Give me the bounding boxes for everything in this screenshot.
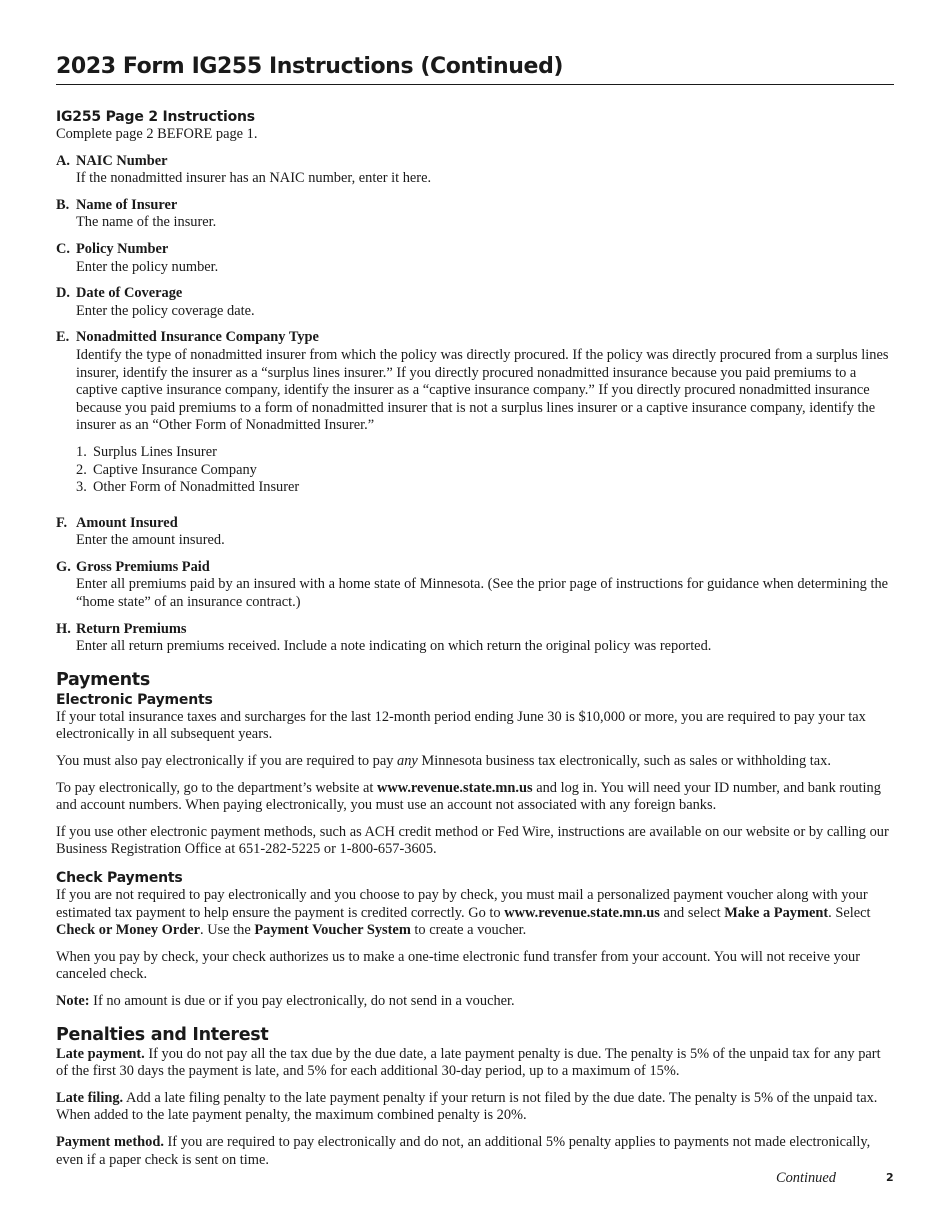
- text-run: To pay electronically, go to the department’s website at: [56, 779, 377, 796]
- late-filing-paragraph: [56, 1090, 894, 1125]
- item-letter: A.: [56, 152, 70, 169]
- page2-heading: IG255 Page 2 Instructions: [56, 109, 255, 125]
- item-title: Amount Insured: [76, 514, 178, 531]
- list-number: 2.: [76, 461, 87, 478]
- text-run: to create a voucher.: [410, 922, 527, 939]
- item-body: Enter all return premiums received. Include a note indicating on which return the original policy was reported.: [76, 638, 712, 655]
- page2-intro: Complete page 2 BEFORE page 1.: [56, 126, 258, 142]
- item-title: Return Premiums: [76, 620, 187, 637]
- item-title: Date of Coverage: [76, 285, 183, 302]
- payment-method-text: If you are required to pay electronically and do not, an additional 5% penalty applies to payments not made electronically, even if a paper check is sent on time.: [56, 1133, 871, 1168]
- text-run: and select: [659, 904, 725, 921]
- payment-method-paragraph: [56, 1134, 894, 1169]
- item-g: [56, 559, 894, 612]
- late-payment-paragraph: [56, 1046, 894, 1081]
- page-number: 2: [886, 1171, 894, 1184]
- text-run: Minnesota business tax electronically, such as sales or withholding tax.: [417, 753, 831, 770]
- late-filing-label: Late filing.: [56, 1089, 124, 1106]
- document-body: [56, 108, 894, 1169]
- emphasis-any: any: [397, 753, 418, 770]
- note-text: If no amount is due or if you pay electronically, do not send in a voucher.: [89, 992, 515, 1009]
- page-title: 2023 Form IG255 Instructions (Continued): [56, 50, 894, 85]
- continued-label: Continued: [776, 1170, 836, 1186]
- note-label: Note:: [56, 992, 90, 1009]
- item-body: The name of the insurer.: [76, 214, 217, 231]
- list-item: [76, 462, 894, 480]
- item-a: [56, 153, 894, 188]
- payment-method-label: Payment method.: [56, 1133, 164, 1150]
- item-body: Enter the amount insured.: [76, 532, 225, 549]
- item-c: [56, 241, 894, 276]
- insurer-type-list: [76, 444, 894, 497]
- check-paragraph-2: When you pay by check, your check authorizes us to make a one-time electronic fund transfer from your account. You will not receive your canceled check.: [56, 948, 861, 983]
- check-note: [56, 993, 894, 1011]
- list-number: 3.: [76, 479, 87, 496]
- item-title: Name of Insurer: [76, 196, 178, 213]
- item-body: Enter the policy number.: [76, 258, 219, 275]
- item-f: [56, 515, 894, 550]
- electronic-paragraph-2: [56, 753, 894, 771]
- electronic-paragraph-4: If you use other electronic payment methods, such as ACH credit method or Fed Wire, instructions are available on our website or by calling our Business Registration Office at 651-282-5225 or 1-800-657-3605.: [56, 823, 889, 858]
- item-body: If the nonadmitted insurer has an NAIC number, enter it here.: [76, 170, 432, 187]
- document-page: [56, 0, 894, 1230]
- check-paragraph-1: [56, 887, 894, 940]
- text-run: If you are not required to pay electronically and you choose to pay by check, you must mail a personalized payment voucher along with your estimated tax payment to help ensure the payment is credited correctly. Go to: [56, 887, 868, 921]
- electronic-paragraph-3: [56, 780, 894, 815]
- item-body: Identify the type of nonadmitted insurer from which the policy was directly procured. If the policy was directly procured from a surplus lines insurer, identify the insurer as a “surplus lines insurer.” If you directly procured nonadmitted insurance because you paid premiums to a captive captive insurance company, identify the insurer as a “captive insurance company.” If you directly procured nonadmitted insurance because you paid premiums to a form of nonadmitted insurer that is not a surplus lines insurer or a captive insurance company, identify the insurer as an “Other Form of Nonadmitted Insurer.”: [76, 346, 889, 434]
- penalties-heading: Penalties and Interest: [56, 1024, 269, 1045]
- late-payment-label: Late payment.: [56, 1045, 145, 1062]
- item-b: [56, 197, 894, 232]
- item-body: Enter all premiums paid by an insured with a home state of Minnesota. (See the prior page of instructions for guidance when determining the “home state” of an insurance contract.): [76, 576, 889, 611]
- text-run: . Use the: [200, 922, 255, 939]
- list-item: [76, 444, 894, 462]
- website-link[interactable]: www.revenue.state.mn.us: [376, 779, 533, 796]
- item-letter: B.: [56, 196, 70, 213]
- item-letter: E.: [56, 329, 70, 346]
- item-letter: F.: [56, 514, 68, 531]
- late-filing-text: Add a late filing penalty to the late payment penalty if your return is not filed by the due date. The penalty is 5% of the unpaid tax. When added to the late payment penalty, the maximum combined penalty is 20%.: [56, 1089, 878, 1124]
- text-run: You must also pay electronically if you are required to pay: [56, 753, 398, 770]
- text-run: . Select: [828, 904, 871, 921]
- item-d: [56, 285, 894, 320]
- item-letter: H.: [56, 620, 71, 637]
- bold-make-a-payment: Make a Payment: [724, 904, 829, 921]
- electronic-paragraph-1: If your total insurance taxes and surcharges for the last 12-month period ending June 30 is $10,000 or more, you are required to pay your tax electronically in all subsequent years.: [56, 708, 866, 743]
- item-letter: G.: [56, 558, 71, 575]
- bold-payment-voucher-system: Payment Voucher System: [254, 922, 411, 939]
- list-item: [76, 479, 894, 497]
- list-label: Captive Insurance Company: [93, 461, 257, 478]
- payments-heading: Payments: [56, 669, 150, 690]
- item-title: NAIC Number: [76, 152, 168, 169]
- item-title: Gross Premiums Paid: [76, 558, 210, 575]
- late-payment-text: If you do not pay all the tax due by the due date, a late payment penalty is due. The penalty is 5% of the unpaid tax for any part of the first 30 days the payment is late, and 5% for each additional 30-day period, up to a maximum of 15%.: [56, 1045, 881, 1080]
- check-payments-heading: Check Payments: [56, 870, 183, 886]
- item-title: Nonadmitted Insurance Company Type: [76, 329, 319, 346]
- item-letter: C.: [56, 240, 70, 257]
- item-letter: D.: [56, 285, 70, 302]
- list-label: Other Form of Nonadmitted Insurer: [93, 479, 300, 496]
- electronic-payments-heading: Electronic Payments: [56, 691, 213, 708]
- item-e: [56, 329, 894, 496]
- item-title: Policy Number: [76, 240, 169, 257]
- list-label: Surplus Lines Insurer: [93, 443, 217, 460]
- bold-check-or-money-order: Check or Money Order: [56, 922, 201, 939]
- text-run: and log in. You will need your ID number, and bank routing and account numbers. When paying electronically, you must use an account not associated with any foreign banks.: [56, 779, 881, 814]
- website-link[interactable]: www.revenue.state.mn.us: [504, 904, 660, 921]
- list-number: 1.: [76, 443, 87, 460]
- item-body: Enter the policy coverage date.: [76, 302, 255, 319]
- item-h: [56, 621, 894, 656]
